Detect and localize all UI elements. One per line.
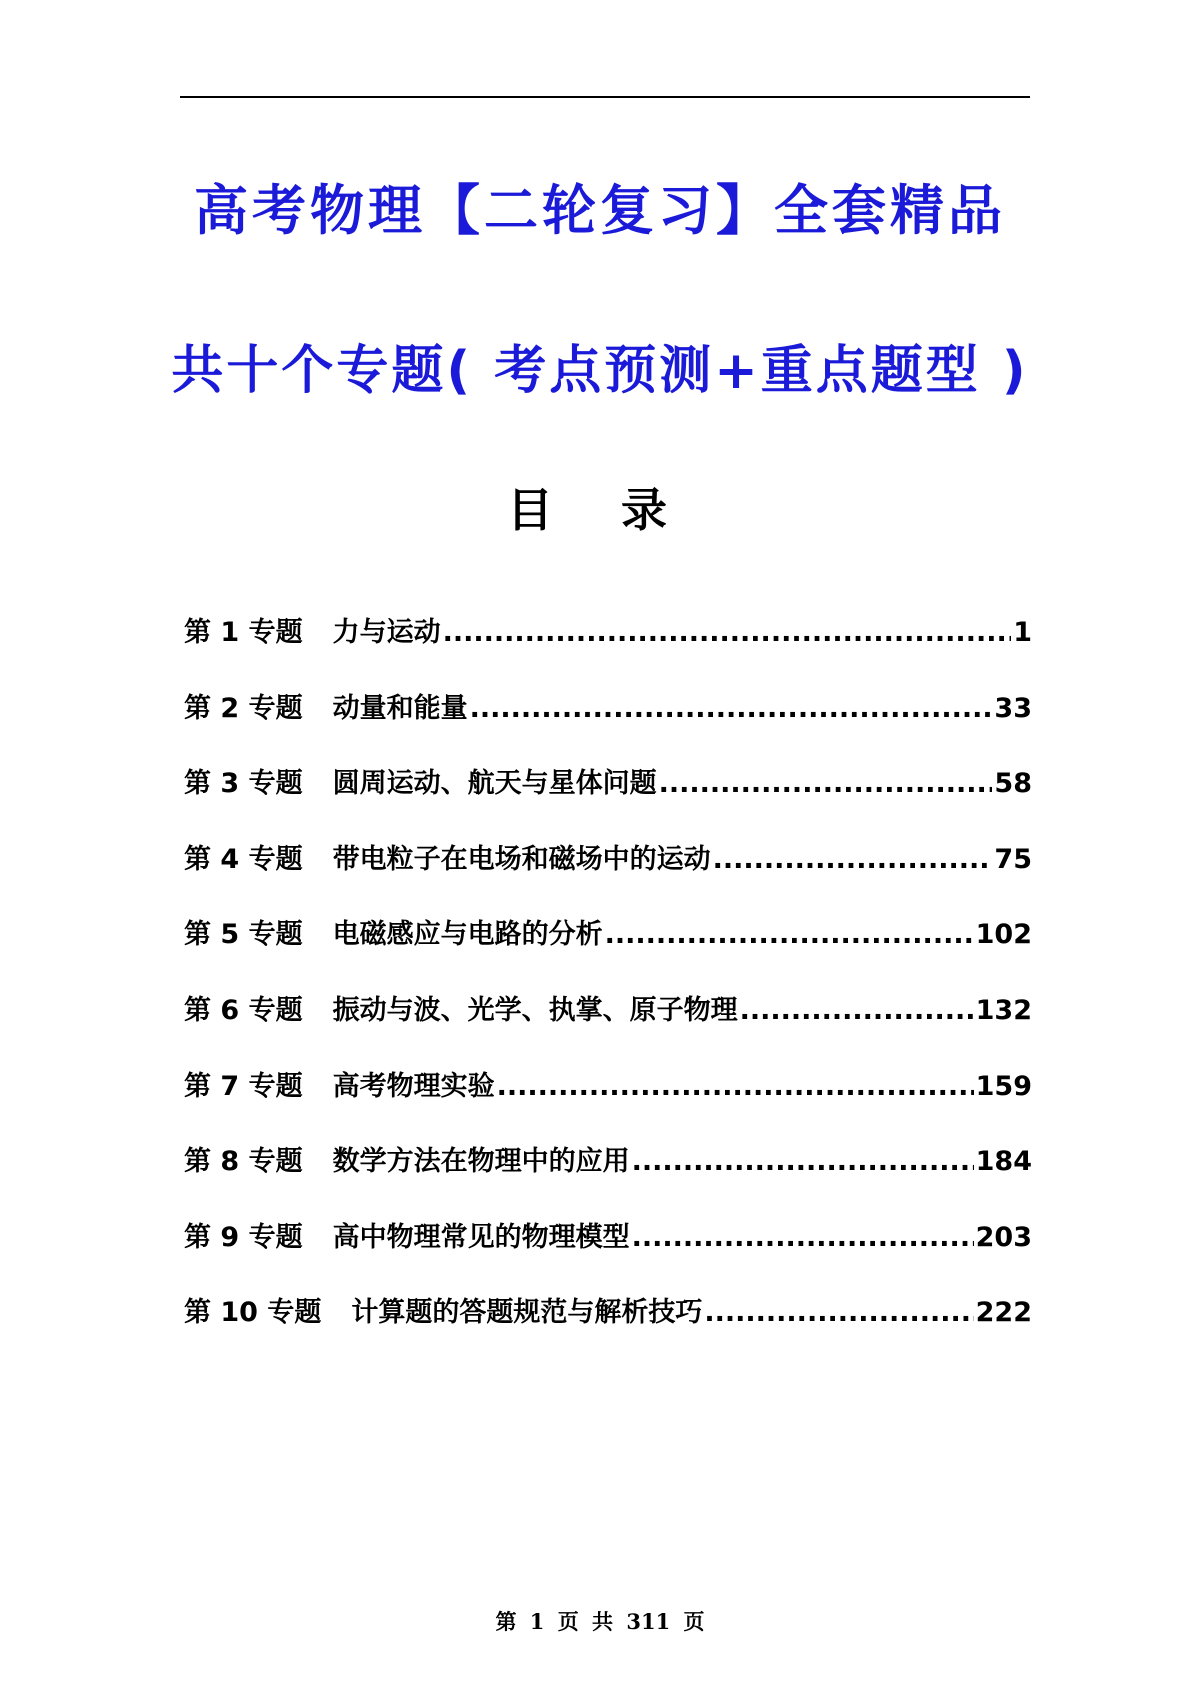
toc-entry-number: 第 5 专题 [184, 919, 303, 951]
toc-dot-leader [713, 844, 993, 875]
table-of-contents [184, 610, 1032, 1366]
toc-entry-number: 第 1 专题 [184, 617, 303, 648]
toc-entry-page: 75 [994, 843, 1032, 875]
toc-entry-title: 振动与波、光学、执掌、原子物理 [332, 994, 738, 1026]
toc-entry-page: 203 [975, 1221, 1032, 1253]
toc-heading: 目 录 [506, 483, 693, 537]
toc-entry-title: 动量和能量 [332, 692, 468, 724]
toc-dot-leader [497, 1071, 974, 1102]
toc-dot-leader [470, 693, 993, 724]
toc-entry-title: 高考物理实验 [332, 1070, 495, 1102]
toc-entry-number: 第 6 专题 [184, 994, 303, 1026]
toc-dot-leader [632, 1146, 974, 1177]
document-title: 高考物理【二轮复习】全套精品 [194, 179, 1006, 242]
toc-entry-title: 数学方法在物理中的应用 [332, 1146, 630, 1178]
toc-entry[interactable] [184, 761, 1032, 837]
toc-entry-page: 159 [975, 1070, 1032, 1102]
toc-entry-title: 圆周运动、航天与星体问题 [332, 768, 657, 800]
toc-dot-leader [740, 995, 974, 1026]
toc-entry-page: 33 [994, 692, 1032, 724]
toc-entry[interactable] [184, 988, 1032, 1064]
toc-entry[interactable] [184, 912, 1032, 988]
header-rule [180, 96, 1030, 98]
toc-entry-number: 第 10 专题 [184, 1297, 322, 1329]
toc-entry[interactable] [184, 1215, 1032, 1291]
toc-entry[interactable] [184, 837, 1032, 913]
toc-dot-leader [659, 768, 993, 799]
toc-entry-title: 计算题的答题规范与解析技巧 [351, 1297, 703, 1329]
toc-entry-number: 第 8 专题 [184, 1146, 303, 1178]
toc-entry-page: 222 [975, 1297, 1032, 1329]
toc-entry[interactable] [184, 1064, 1032, 1140]
toc-entry-number: 第 3 专题 [184, 768, 303, 800]
toc-entry-page: 1 [1013, 617, 1032, 648]
toc-entry-number: 第 7 专题 [184, 1070, 303, 1102]
toc-entry[interactable] [184, 1290, 1032, 1366]
toc-entry-number: 第 4 专题 [184, 843, 303, 875]
toc-dot-leader [704, 1297, 973, 1328]
toc-entry-title: 力与运动 [332, 617, 441, 648]
toc-entry-title: 高中物理常见的物理模型 [332, 1221, 630, 1253]
toc-entry-title: 电磁感应与电路的分析 [332, 919, 603, 951]
toc-entry-number: 第 2 专题 [184, 692, 303, 724]
toc-entry-page: 102 [975, 919, 1032, 951]
document-subtitle: 共十个专题( 考点预测+重点题型 ) [171, 341, 1029, 401]
toc-entry-page: 58 [994, 768, 1032, 800]
toc-entry-number: 第 9 专题 [184, 1221, 303, 1253]
toc-dot-leader [605, 919, 974, 950]
toc-entry-title: 带电粒子在电场和磁场中的运动 [332, 843, 711, 875]
toc-entry-page: 184 [975, 1146, 1032, 1178]
toc-dot-leader [443, 617, 1012, 648]
page-footer: 第 1 页 共 311 页 [495, 1609, 705, 1634]
toc-entry-page: 132 [975, 994, 1032, 1026]
toc-entry[interactable] [184, 610, 1032, 686]
toc-entry[interactable] [184, 1139, 1032, 1215]
toc-entry[interactable] [184, 686, 1032, 762]
toc-dot-leader [632, 1222, 974, 1253]
